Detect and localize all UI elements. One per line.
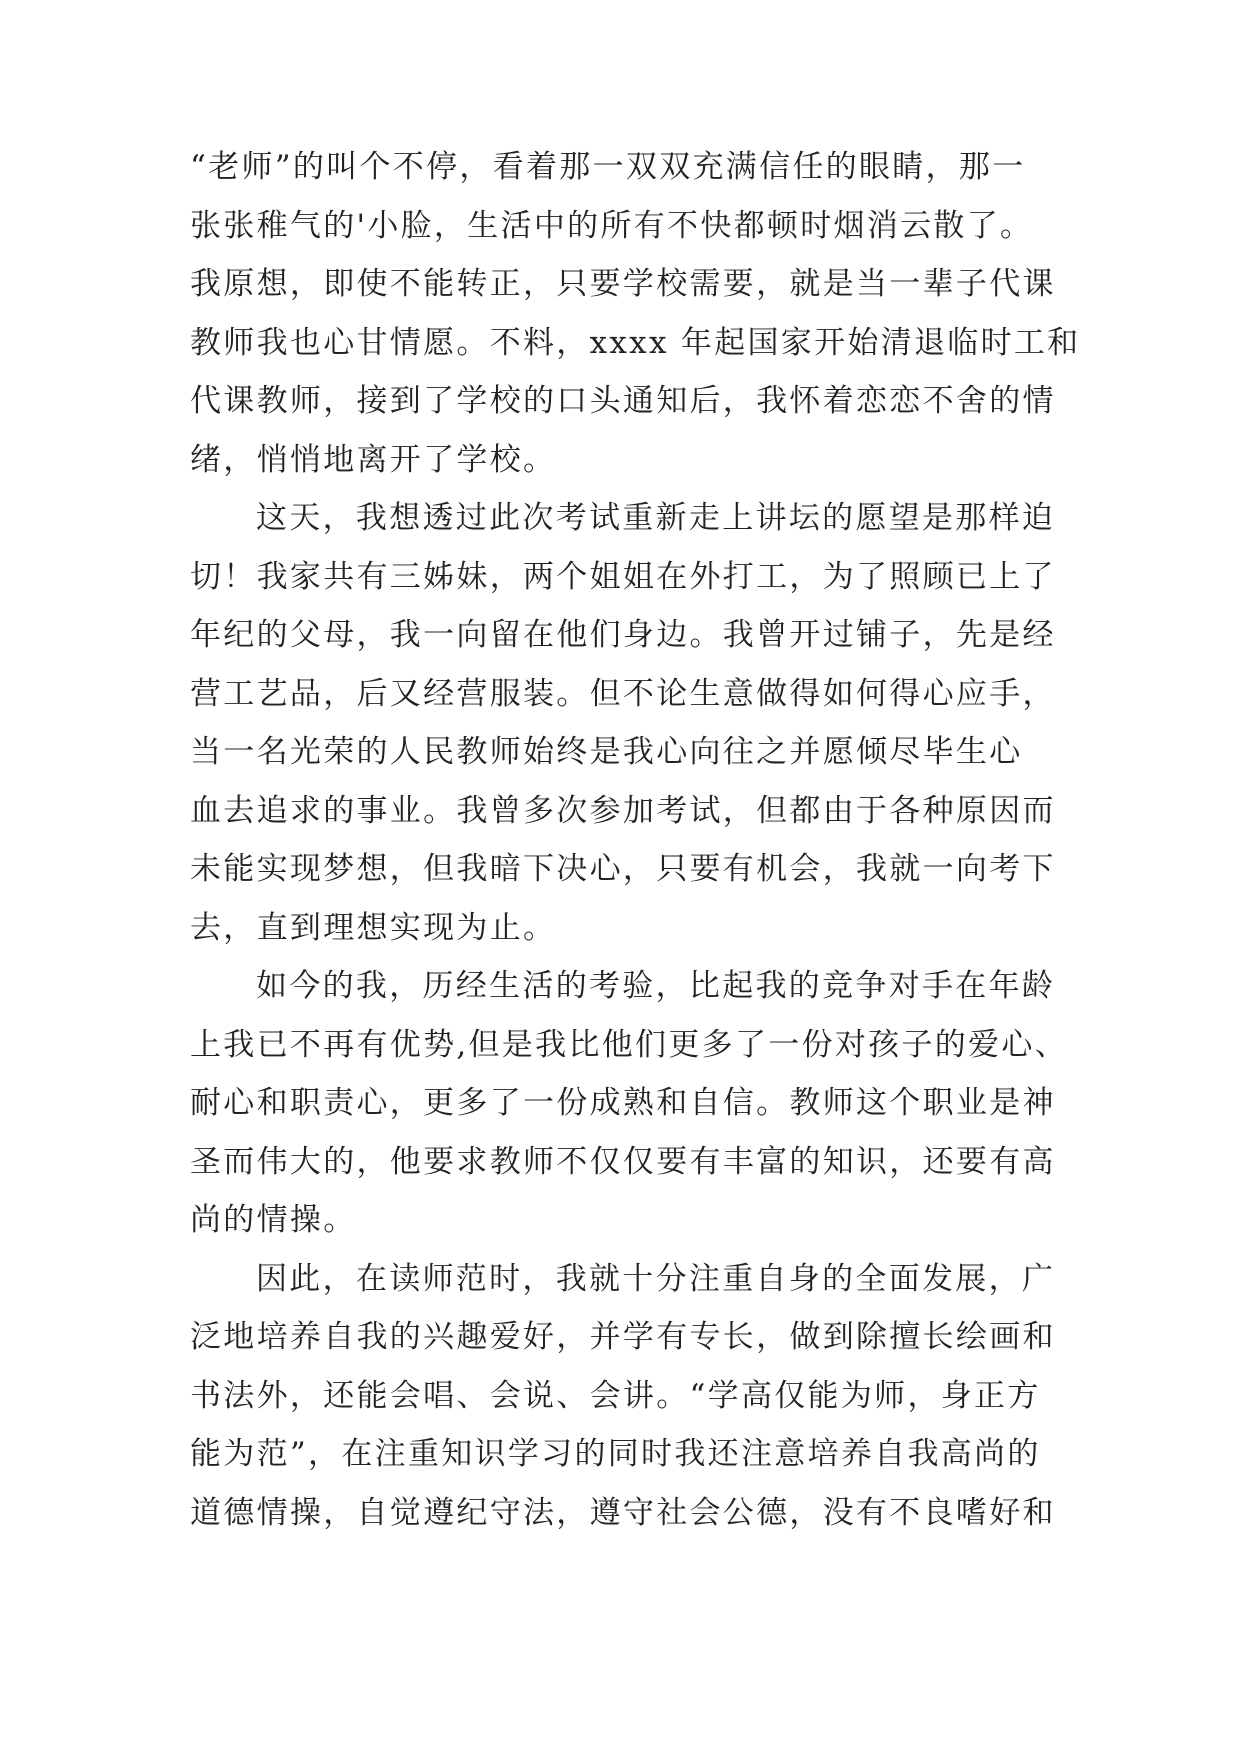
text-line: 未能实现梦想，但我暗下决心，只要有机会，我就一向考下: [190, 851, 1056, 887]
paragraph-2: [190, 489, 1070, 957]
text-line: 教师我也心甘情愿。不料，xxxx 年起国家开始清退临时工和: [190, 324, 1081, 361]
text-line: 去，直到理想实现为止。: [190, 909, 557, 946]
text-line: 道德情操，自觉遵纪守法，遵守社会公德，没有不良嗜好和: [190, 1494, 1056, 1531]
paragraph-4: [190, 1250, 1070, 1543]
text-line: 营工艺品，后又经营服装。但不论生意做得如何得心应手，: [190, 675, 1056, 712]
text-line: 绪，悄悄地离开了学校。: [190, 441, 557, 478]
text-line: 泛地培养自我的兴趣爱好，并学有专长，做到除擅长绘画和: [190, 1319, 1056, 1355]
paragraph-1: [190, 138, 1081, 489]
text-line: 圣而伟大的，他要求教师不仅仅要有丰富的知识，还要有高: [190, 1143, 1056, 1180]
text-line: 当一名光荣的人民教师始终是我心向往之并愿倾尽毕生心: [190, 734, 1023, 770]
text-line: 因此，在读师范时，我就十分注重自身的全面发展，广: [256, 1260, 1056, 1297]
paragraph-3: [190, 957, 1070, 1250]
text-line: 上我已不再有优势,但是我比他们更多了一份对孩子的爱心、: [190, 1026, 1068, 1063]
text-line: 尚的情操。: [190, 1202, 357, 1238]
text-line: 代课教师，接到了学校的口头通知后，我怀着恋恋不舍的情: [190, 383, 1056, 419]
text-line: 我原想，即使不能转正，只要学校需要，就是当一辈子代课: [190, 266, 1056, 302]
text-line: 切！我家共有三姊妹，两个姐姐在外打工，为了照顾已上了: [190, 558, 1056, 595]
text-line: 书法外，还能会唱、会说、会讲。“学高仅能为师，身正方: [190, 1377, 1041, 1414]
text-line: 耐心和职责心，更多了一份成熟和自信。教师这个职业是神: [190, 1085, 1056, 1121]
text-line: 能为范”，在注重知识学习的同时我还注意培养自我高尚的: [190, 1436, 1041, 1472]
text-line: 如今的我，历经生活的考验，比起我的竞争对手在年龄: [256, 968, 1056, 1004]
document-body: [190, 138, 1081, 1542]
text-line: “老师”的叫个不停，看着那一双双充满信任的眼睛，那一: [190, 149, 1026, 185]
text-line: 这天，我想透过此次考试重新走上讲坛的愿望是那样迫: [256, 500, 1056, 536]
text-line: 张张稚气的'小脸，生活中的所有不快都顿时烟消云散了。: [190, 207, 1034, 244]
text-line: 年纪的父母，我一向留在他们身边。我曾开过铺子，先是经: [190, 617, 1056, 653]
text-line: 血去追求的事业。我曾多次参加考试，但都由于各种原因而: [190, 792, 1056, 829]
